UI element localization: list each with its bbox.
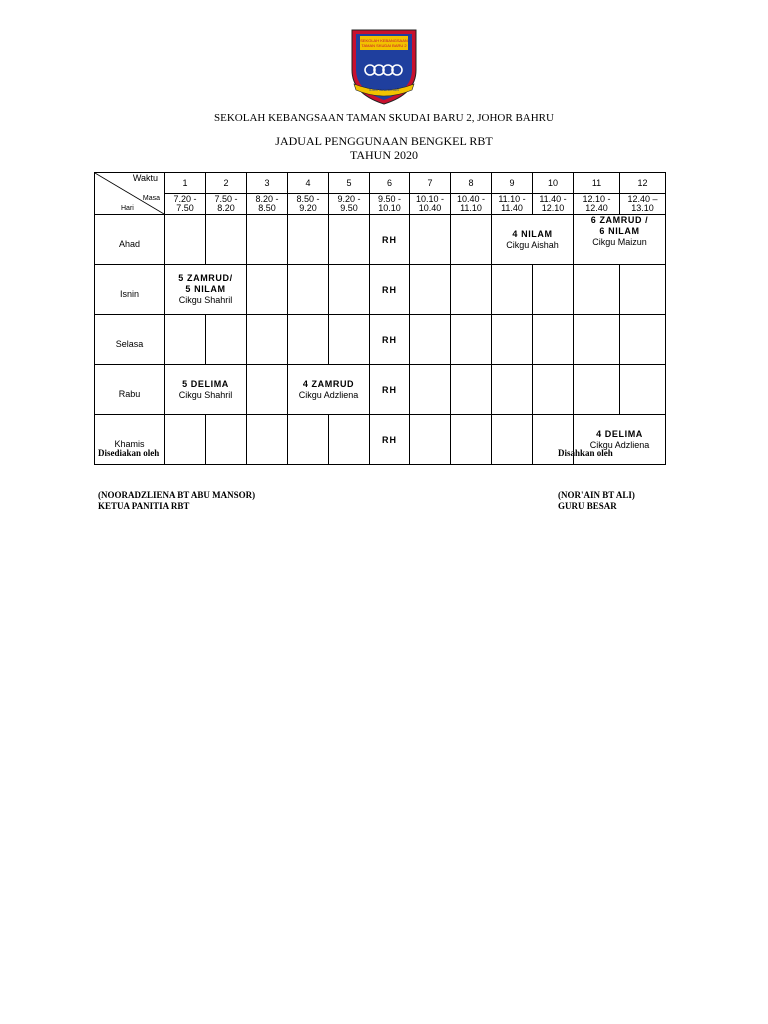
corner-hari: Hari <box>121 205 134 212</box>
slot <box>574 315 620 365</box>
slot <box>165 415 206 465</box>
title-line: JADUAL PENGGUNAAN BENGKEL RBT <box>275 134 493 148</box>
slot <box>533 315 574 365</box>
corner-waktu: Waktu <box>132 173 158 183</box>
slot <box>329 315 370 365</box>
slot <box>492 315 533 365</box>
slot <box>206 415 247 465</box>
slot <box>451 265 492 315</box>
school-name: SEKOLAH KEBANGSAAN TAMAN SKUDAI BARU 2, JOHOR BAHRU <box>214 112 554 124</box>
approved-by-block <box>558 490 635 512</box>
booking-ahad-b: 6 ZAMRUD / 6 NILAM Cikgu Maizun <box>574 215 666 265</box>
day-row-rabu <box>95 365 666 415</box>
slot <box>247 215 288 265</box>
document-title <box>0 134 768 162</box>
slot <box>206 215 247 265</box>
day-row-selasa <box>95 315 666 365</box>
time-10: 11.40 - 12.10 <box>533 194 574 215</box>
slot <box>451 415 492 465</box>
day-row-isnin <box>95 265 666 315</box>
booking-khamis-a: 4 DELIMA Cikgu Adzliena <box>574 415 666 465</box>
slot <box>451 215 492 265</box>
svg-text:SEKOLAH KEBANGSAAN: SEKOLAH KEBANGSAAN <box>360 38 408 43</box>
time-4: 8.50 - 9.20 <box>288 194 329 215</box>
prepared-role: KETUA PANITIA RBT <box>98 501 190 511</box>
day-label-isnin: Isnin <box>95 265 165 315</box>
slot <box>288 415 329 465</box>
slot <box>620 365 666 415</box>
rh-cell: RH <box>370 365 410 415</box>
approved-role: GURU BESAR <box>558 501 617 511</box>
period-4: 4 <box>288 173 329 194</box>
time-7: 10.10 - 10.40 <box>410 194 451 215</box>
rh-cell: RH <box>370 415 410 465</box>
slot <box>492 415 533 465</box>
approved-name: (NOR'AIN BT ALI) <box>558 490 635 500</box>
slot <box>329 215 370 265</box>
time-6: 9.50 - 10.10 <box>370 194 410 215</box>
slot <box>410 215 451 265</box>
svg-text:TAMAN SKUDAI BARU 2: TAMAN SKUDAI BARU 2 <box>361 43 407 48</box>
slot <box>247 315 288 365</box>
period-8: 8 <box>451 173 492 194</box>
day-label-ahad: Ahad <box>95 215 165 265</box>
booking-isnin-a: 5 ZAMRUD/ 5 NILAM Cikgu Shahril <box>165 265 247 315</box>
year-line: TAHUN 2020 <box>349 148 419 162</box>
slot <box>247 415 288 465</box>
period-10: 10 <box>533 173 574 194</box>
period-header-row <box>95 173 666 194</box>
period-1: 1 <box>165 173 206 194</box>
time-9: 11.10 - 11.40 <box>492 194 533 215</box>
time-11: 12.10 - 12.40 <box>574 194 620 215</box>
slot <box>206 315 247 365</box>
day-label-khamis: Khamis <box>95 415 165 465</box>
time-3: 8.20 - 8.50 <box>247 194 288 215</box>
slot <box>288 215 329 265</box>
slot <box>247 365 288 415</box>
period-3: 3 <box>247 173 288 194</box>
period-2: 2 <box>206 173 247 194</box>
period-7: 7 <box>410 173 451 194</box>
period-6: 6 <box>370 173 410 194</box>
slot <box>165 215 206 265</box>
prepared-by-block <box>98 490 255 512</box>
slot <box>492 365 533 415</box>
slot <box>574 365 620 415</box>
slot <box>620 315 666 365</box>
slot <box>533 365 574 415</box>
slot <box>288 265 329 315</box>
slot <box>410 265 451 315</box>
time-row <box>95 194 666 215</box>
period-5: 5 <box>329 173 370 194</box>
booking-rabu-a: 5 DELIMA Cikgu Shahril <box>165 365 247 415</box>
rh-cell: RH <box>370 215 410 265</box>
corner-cell <box>95 173 165 215</box>
slot <box>410 315 451 365</box>
slot <box>492 265 533 315</box>
slot <box>165 315 206 365</box>
rh-cell: RH <box>370 315 410 365</box>
time-2: 7.50 - 8.20 <box>206 194 247 215</box>
time-5: 9.20 - 9.50 <box>329 194 370 215</box>
booking-rabu-b: 4 ZAMRUD Cikgu Adzliena <box>288 365 370 415</box>
period-12: 12 <box>620 173 666 194</box>
slot <box>533 265 574 315</box>
slot <box>410 365 451 415</box>
day-label-selasa: Selasa <box>95 315 165 365</box>
rh-cell: RH <box>370 265 410 315</box>
timetable <box>94 172 666 465</box>
day-row-ahad <box>95 215 666 265</box>
time-8: 10.40 - 11.10 <box>451 194 492 215</box>
prepared-by-label: Disediakan oleh <box>98 448 160 458</box>
slot <box>451 315 492 365</box>
period-11: 11 <box>574 173 620 194</box>
corner-masa: Masa <box>142 195 160 202</box>
day-label-rabu: Rabu <box>95 365 165 415</box>
approved-by-label: Disahkan oleh <box>558 448 613 458</box>
slot <box>410 415 451 465</box>
slot <box>288 315 329 365</box>
period-9: 9 <box>492 173 533 194</box>
slot <box>247 265 288 315</box>
slot <box>574 265 620 315</box>
slot <box>329 265 370 315</box>
prepared-name: (NOORADZLIENA BT ABU MANSOR) <box>98 490 256 500</box>
school-crest-logo <box>344 24 424 106</box>
slot <box>329 415 370 465</box>
time-12: 12.40 – 13.10 <box>620 194 666 215</box>
svg-text:ILMU KEBAJIKAN: ILMU KEBAJIKAN <box>369 88 399 92</box>
time-1: 7.20 - 7.50 <box>165 194 206 215</box>
booking-ahad-a: 4 NILAM Cikgu Aishah <box>492 215 574 265</box>
slot <box>451 365 492 415</box>
slot <box>620 265 666 315</box>
